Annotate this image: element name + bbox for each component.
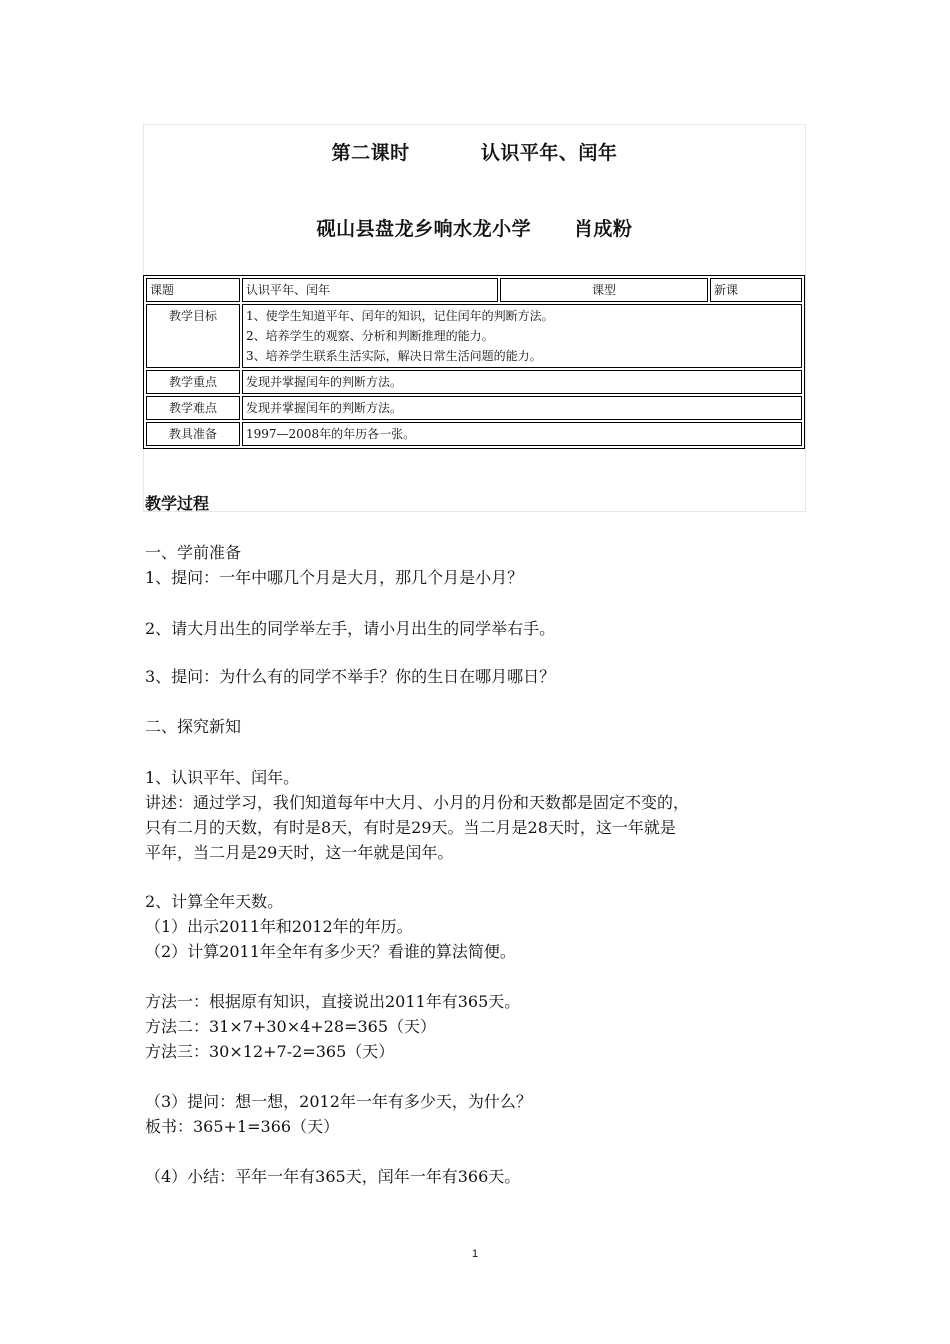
paragraph: 方法二：31×7+30×4+28=365（天）: [145, 1017, 437, 1036]
paragraph: 1、提问：一年中哪几个月是大月，那几个月是小月？: [145, 568, 524, 587]
paragraph: 2、计算全年天数。: [145, 892, 284, 911]
goal-item: 2、培养学生的观察、分析和判断推理的能力。: [246, 329, 494, 343]
paragraph: 板书：365+1=366（天）: [145, 1117, 340, 1136]
paragraph: （4）小结：平年一年有365天，闰年一年有366天。: [145, 1167, 521, 1186]
lesson-info-table: [143, 275, 805, 449]
page-number: 1: [471, 1248, 479, 1260]
paragraph: 方法三：30×12+7-2=365（天）: [145, 1042, 395, 1061]
paragraph: 2、请大月出生的同学举左手，请小月出生的同学举右手。: [145, 619, 556, 638]
table-row: [146, 422, 802, 446]
type-label: 课型: [500, 278, 708, 302]
topic-value: 认识平年、闰年: [242, 278, 498, 302]
topic-label: 课题: [146, 278, 240, 302]
section-heading: 一、学前准备: [145, 543, 242, 562]
paragraph: 方法一：根据原有知识，直接说出2011年有365天。: [145, 992, 521, 1011]
table-row: [146, 396, 802, 420]
paragraph: 3、提问：为什么有的同学不举手？你的生日在哪月哪日？: [145, 667, 556, 686]
paragraph: 讲述：通过学习，我们知道每年中大月、小月的月份和天数都是固定不变的，: [145, 793, 690, 812]
goal-item: 3、培养学生联系生活实际，解决日常生活问题的能力。: [246, 349, 542, 363]
difficulty-label: 教学难点: [146, 396, 240, 420]
paragraph: （2）计算2011年全年有多少天？看谁的算法简便。: [145, 942, 516, 961]
table-row: [146, 278, 802, 302]
paragraph: （1）出示2011年和2012年的年历。: [145, 917, 413, 936]
key-label: 教学重点: [146, 370, 240, 394]
paragraph: 平年，当二月是29天时，这一年就是闰年。: [145, 843, 454, 862]
goal-list: [242, 304, 802, 368]
tools-label: 教具准备: [146, 422, 240, 446]
paragraph: （3）提问：想一想，2012年一年有多少天，为什么？: [145, 1092, 532, 1111]
tools-value: 1997—2008年的年历各一张。: [242, 422, 802, 446]
table-row: [146, 304, 802, 368]
lesson-title: 第二课时 认识平年、闰年: [331, 142, 618, 164]
section-heading: 二、探究新知: [145, 717, 242, 736]
goal-item: 1、使学生知道平年、闰年的知识，记住闰年的判断方法。: [246, 309, 554, 323]
paragraph: 1、认识平年、闰年。: [145, 768, 300, 787]
key-value: 发现并掌握闰年的判断方法。: [242, 370, 802, 394]
difficulty-value: 发现并掌握闰年的判断方法。: [242, 396, 802, 420]
paragraph: 只有二月的天数，有时是8天，有时是29天。当二月是28天时，这一年就是: [145, 818, 676, 837]
author-line: 砚山县盘龙乡响水龙小学 肖成粉: [316, 218, 633, 240]
table-row: [146, 370, 802, 394]
type-value: 新课: [710, 278, 802, 302]
goal-label: 教学目标: [146, 304, 240, 368]
process-title: 教学过程: [145, 494, 210, 513]
